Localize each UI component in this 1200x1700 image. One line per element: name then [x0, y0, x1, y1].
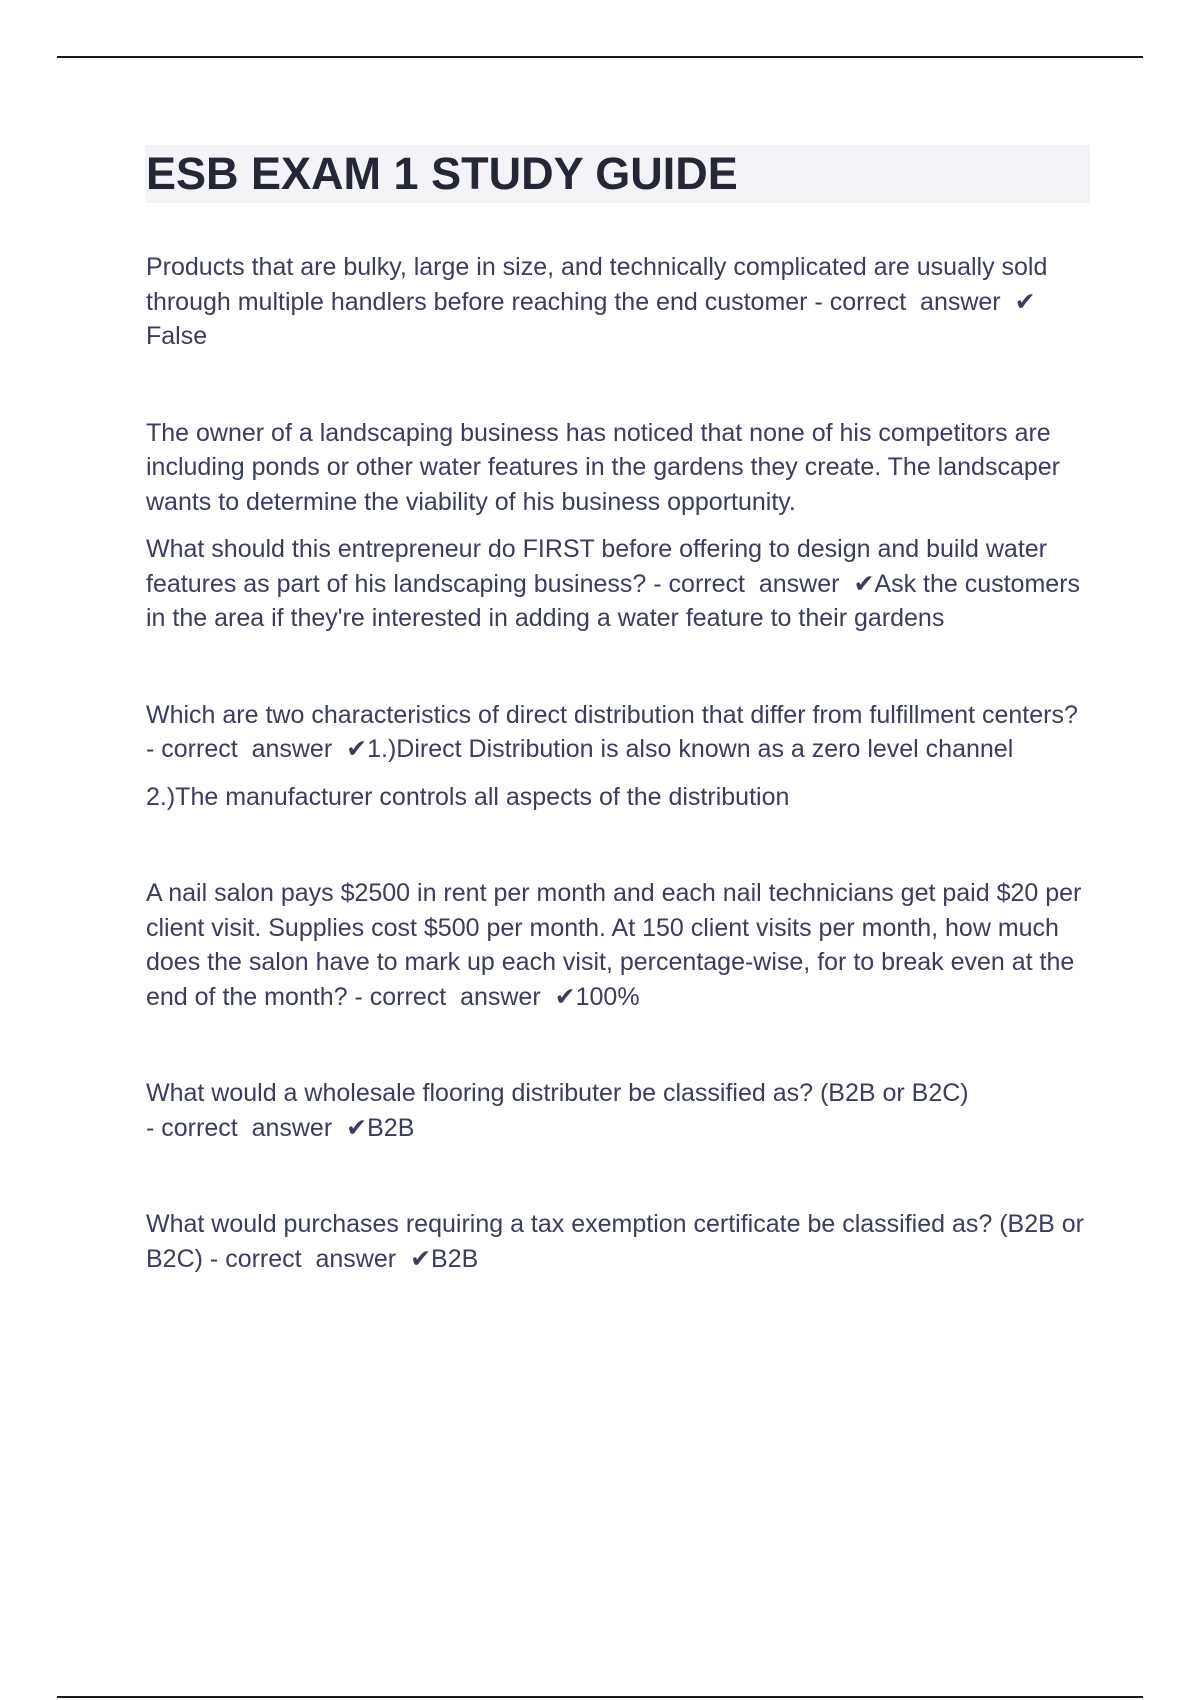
answer-marker: - correct answer: [146, 735, 333, 763]
qa-6-answer: B2B: [431, 1244, 479, 1273]
check-icon: ✔: [554, 982, 576, 1011]
qa-1-question: Products that are bulky, large in size, and technically complicated are usually sold through multiple handlers before reaching the end customer: [146, 253, 1048, 316]
answer-marker: - correct answer: [653, 569, 840, 598]
qa-4-answer: 100%: [575, 982, 640, 1011]
qa-item-4: [146, 876, 1096, 1014]
answer-marker: - correct answer: [209, 1244, 397, 1273]
qa-item-1: [146, 250, 1096, 354]
qa-3-paragraph: [146, 698, 1096, 767]
qa-5-paragraph: [146, 1076, 1096, 1145]
qa-2-context: The owner of a landscaping business has noticed that none of his competitors are including ponds or other water features in the gardens they create. The landscaper wants to determine the viability of his business opportunity.: [146, 418, 1060, 516]
check-icon: ✔: [410, 1244, 432, 1273]
answer-marker: - correct answer: [146, 1113, 333, 1142]
qa-5-answer: B2B: [367, 1113, 415, 1142]
qa-4-paragraph: [146, 876, 1096, 1014]
study-guide-body: [146, 250, 1096, 1338]
answer-marker: - correct answer: [354, 982, 541, 1011]
qa-6-question: What would purchases requiring a tax exemption certificate be classified as? (B2B or B2C): [146, 1210, 1084, 1273]
qa-item-3: [146, 698, 1096, 815]
bottom-rule: [57, 1696, 1143, 1698]
qa-3-question: Which are two characteristics of direct distribution that differ from fulfillment centers?: [146, 700, 1078, 729]
qa-item-6: [146, 1207, 1096, 1276]
qa-2-paragraph: [146, 532, 1096, 636]
qa-5-question: What would a wholesale flooring distributer be classified as? (B2B or B2C): [146, 1079, 969, 1107]
top-rule: [57, 56, 1143, 58]
document-title: ESB EXAM 1 STUDY GUIDE: [146, 148, 738, 199]
check-icon: ✔: [346, 1113, 368, 1142]
qa-2-answer: Ask the customers in the area if they're interested in adding a water feature to their gardens: [146, 569, 1081, 632]
qa-6-paragraph: [146, 1207, 1096, 1276]
check-icon: ✔: [853, 569, 875, 598]
check-icon: ✔: [346, 735, 368, 763]
qa-4-question: A nail salon pays $2500 in rent per month and each nail technicians get paid $20 per client visit. Supplies cost $500 per month. At 150 client visits per month, how much does the salon have to mark up each visit, percentage-wise, for to break even at the end of the month?: [146, 879, 1082, 1011]
qa-1-paragraph: [146, 250, 1096, 354]
qa-item-2: [146, 416, 1096, 636]
qa-3-answer: 1.)Direct Distribution is also known as a zero level channel: [367, 735, 1014, 763]
qa-1-answer: False: [146, 322, 208, 350]
qa-2-question: What should this entrepreneur do FIRST before offering to design and build water features as part of his landscaping business?: [146, 535, 1048, 598]
qa-item-5: [146, 1076, 1096, 1145]
qa-3-answer-continued: 2.)The manufacturer controls all aspects of the distribution: [146, 782, 790, 811]
answer-marker: - correct answer: [814, 287, 1001, 316]
check-icon: ✔: [1014, 287, 1036, 316]
